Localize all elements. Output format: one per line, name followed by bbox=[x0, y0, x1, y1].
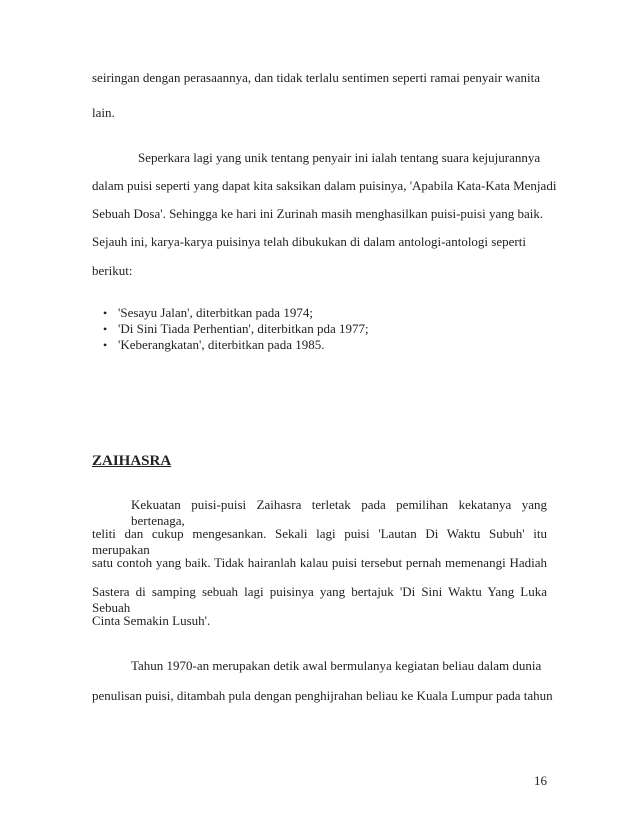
list-item: • 'Keberangkatan', diterbitkan pada 1985. bbox=[92, 337, 369, 353]
para1-line-2: lain. bbox=[92, 105, 115, 120]
section-heading: ZAIHASRA bbox=[92, 453, 172, 469]
para2-line-1: Seperkara lagi yang unik tentang penyair ini ialah tentang suara kejujurannya bbox=[138, 150, 541, 165]
para2-line-2: dalam puisi seperti yang dapat kita saksikan dalam puisinya, 'Apabila Kata-Kata Menjadi bbox=[92, 178, 557, 193]
para1-line-1: seiringan dengan perasaannya, dan tidak terlalu sentimen seperti ramai penyair wanita bbox=[92, 70, 540, 85]
list-item: • 'Sesayu Jalan', diterbitkan pada 1974; bbox=[92, 305, 369, 321]
para4-line-1: Tahun 1970-an merupakan detik awal bermulanya kegiatan beliau dalam dunia bbox=[131, 658, 542, 673]
para2-line-5: berikut: bbox=[92, 263, 133, 278]
antologi-list bbox=[92, 305, 369, 353]
para3-line-5: Cinta Semakin Lusuh'. bbox=[92, 613, 211, 628]
para3-line-3: satu contoh yang baik. Tidak hairanlah kalau puisi tersebut pernah memenangi Hadiah bbox=[92, 555, 547, 570]
para3-line-4: Sastera di samping sebuah lagi puisinya yang bertajuk 'Di Sini Waktu Yang Luka Sebuah bbox=[92, 584, 547, 615]
page-number: 16 bbox=[534, 773, 547, 788]
list-item: • 'Di Sini Tiada Perhentian', diterbitkan pda 1977; bbox=[92, 321, 369, 337]
para3-line-1: Kekuatan puisi-puisi Zaihasra terletak pada pemilihan kekatanya yang bertenaga, bbox=[131, 497, 547, 528]
para2-line-4: Sejauh ini, karya-karya puisinya telah dibukukan di dalam antologi-antologi seperti bbox=[92, 234, 526, 249]
para4-line-2: penulisan puisi, ditambah pula dengan penghijrahan beliau ke Kuala Lumpur pada tahun bbox=[92, 688, 553, 703]
para2-line-3: Sebuah Dosa'. Sehingga ke hari ini Zurinah masih menghasilkan puisi-puisi yang baik. bbox=[92, 206, 544, 221]
para3-line-2: teliti dan cukup mengesankan. Sekali lagi puisi 'Lautan Di Waktu Subuh' itu merupakan bbox=[92, 526, 547, 557]
